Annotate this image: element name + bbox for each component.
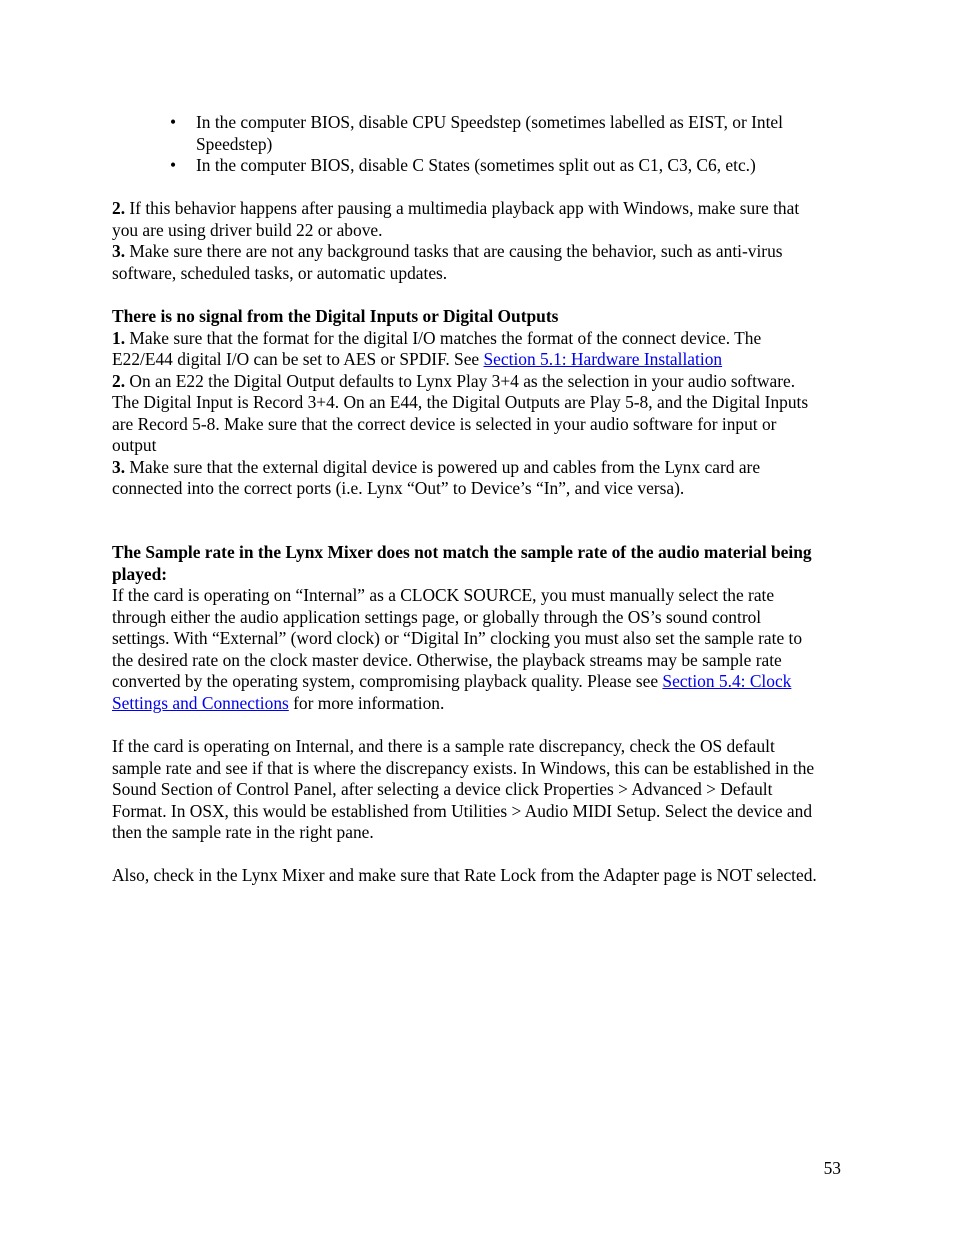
bullet-text: In the computer BIOS, disable CPU Speedstep (sometimes labelled as EIST, or Intel Speedstep): [196, 112, 783, 154]
sample-rate-section: [112, 542, 818, 714]
step-number: 3.: [112, 241, 126, 261]
steps-block: [112, 198, 818, 284]
step-text: Make sure that the format for the digital I/O matches the format of the connect device. The E22/E44 digital I/O can be set to AES or SPDIF. See: [112, 327, 762, 369]
step-paragraph: [112, 328, 818, 371]
clock-settings-link[interactable]: Section 5.4: Clock Settings and Connections: [112, 671, 792, 713]
step-number: 2.: [112, 198, 126, 218]
hardware-installation-link[interactable]: Section 5.1: Hardware Installation: [483, 349, 723, 369]
bullet-icon: •: [170, 112, 177, 132]
paragraph-text: for more information.: [288, 692, 445, 713]
paragraph-text: If the card is operating on “Internal” as a CLOCK SOURCE, you must manually select the rate through either the audio application settings page, or globally through the OS’s sound control settings. With “External” (word clock) or “Digital In” clocking you must also set the sample rate to the desired rate on the clock master device. Otherwise, the playback streams may be sample rate converted by the operating system, compromising playback quality. Please see: [112, 585, 803, 691]
body-paragraph: Also, check in the Lynx Mixer and make sure that Rate Lock from the Adapter page is NOT selected.: [112, 865, 817, 885]
bios-bullet-list: [170, 112, 816, 177]
step-text: On an E22 the Digital Output defaults to Lynx Play 3+4 as the selection in your audio software. The Digital Input is Record 3+4. On an E44, the Digital Outputs are Play 5-8, and the Digital Inputs are Record 5-8. Make sure that the correct device is selected in your audio software for input or output: [112, 370, 809, 455]
step-paragraph: [112, 241, 818, 284]
sample-rate-paragraph-3: [112, 865, 818, 887]
step-number: 1.: [112, 327, 126, 348]
step-paragraph: [112, 371, 818, 457]
step-paragraph: [112, 198, 818, 241]
body-paragraph: [112, 585, 818, 714]
section-heading: There is no signal from the Digital Inputs or Digital Outputs: [112, 306, 559, 326]
bullet-item: [170, 112, 816, 155]
sample-rate-paragraph-2: [112, 736, 818, 844]
body-paragraph: If the card is operating on Internal, and there is a sample rate discrepancy, check the OS default sample rate and see if that is where the discrepancy exists. In Windows, this can be established in the Sound Section of Control Panel, after selecting a device click Properties > Advanced > Default Format. In OSX, this would be established from Utilities > Audio MIDI Setup. Select the device and then the sample rate in the right pane.: [112, 736, 815, 842]
step-text: Make sure there are not any background tasks that are causing the behavior, such as anti-virus software, scheduled tasks, or automatic updates.: [112, 241, 783, 283]
step-text: If this behavior happens after pausing a multimedia playback app with Windows, make sure that you are using driver build 22 or above.: [112, 198, 800, 240]
section-heading: The Sample rate in the Lynx Mixer does not match the sample rate of the audio material being played:: [112, 542, 812, 584]
page-number: 53: [823, 1158, 841, 1178]
bullet-text: In the computer BIOS, disable C States (sometimes split out as C1, C3, C6, etc.): [196, 155, 756, 175]
step-number: 2.: [112, 370, 126, 391]
step-paragraph: [112, 457, 818, 500]
digital-io-section: [112, 306, 818, 500]
bullet-icon: •: [170, 155, 177, 175]
step-text: Make sure that the external digital device is powered up and cables from the Lynx card are connected into the correct ports (i.e. Lynx “Out” to Device’s “In”, and vice versa).: [112, 456, 761, 498]
step-number: 3.: [112, 456, 126, 477]
bullet-item: [170, 155, 816, 177]
